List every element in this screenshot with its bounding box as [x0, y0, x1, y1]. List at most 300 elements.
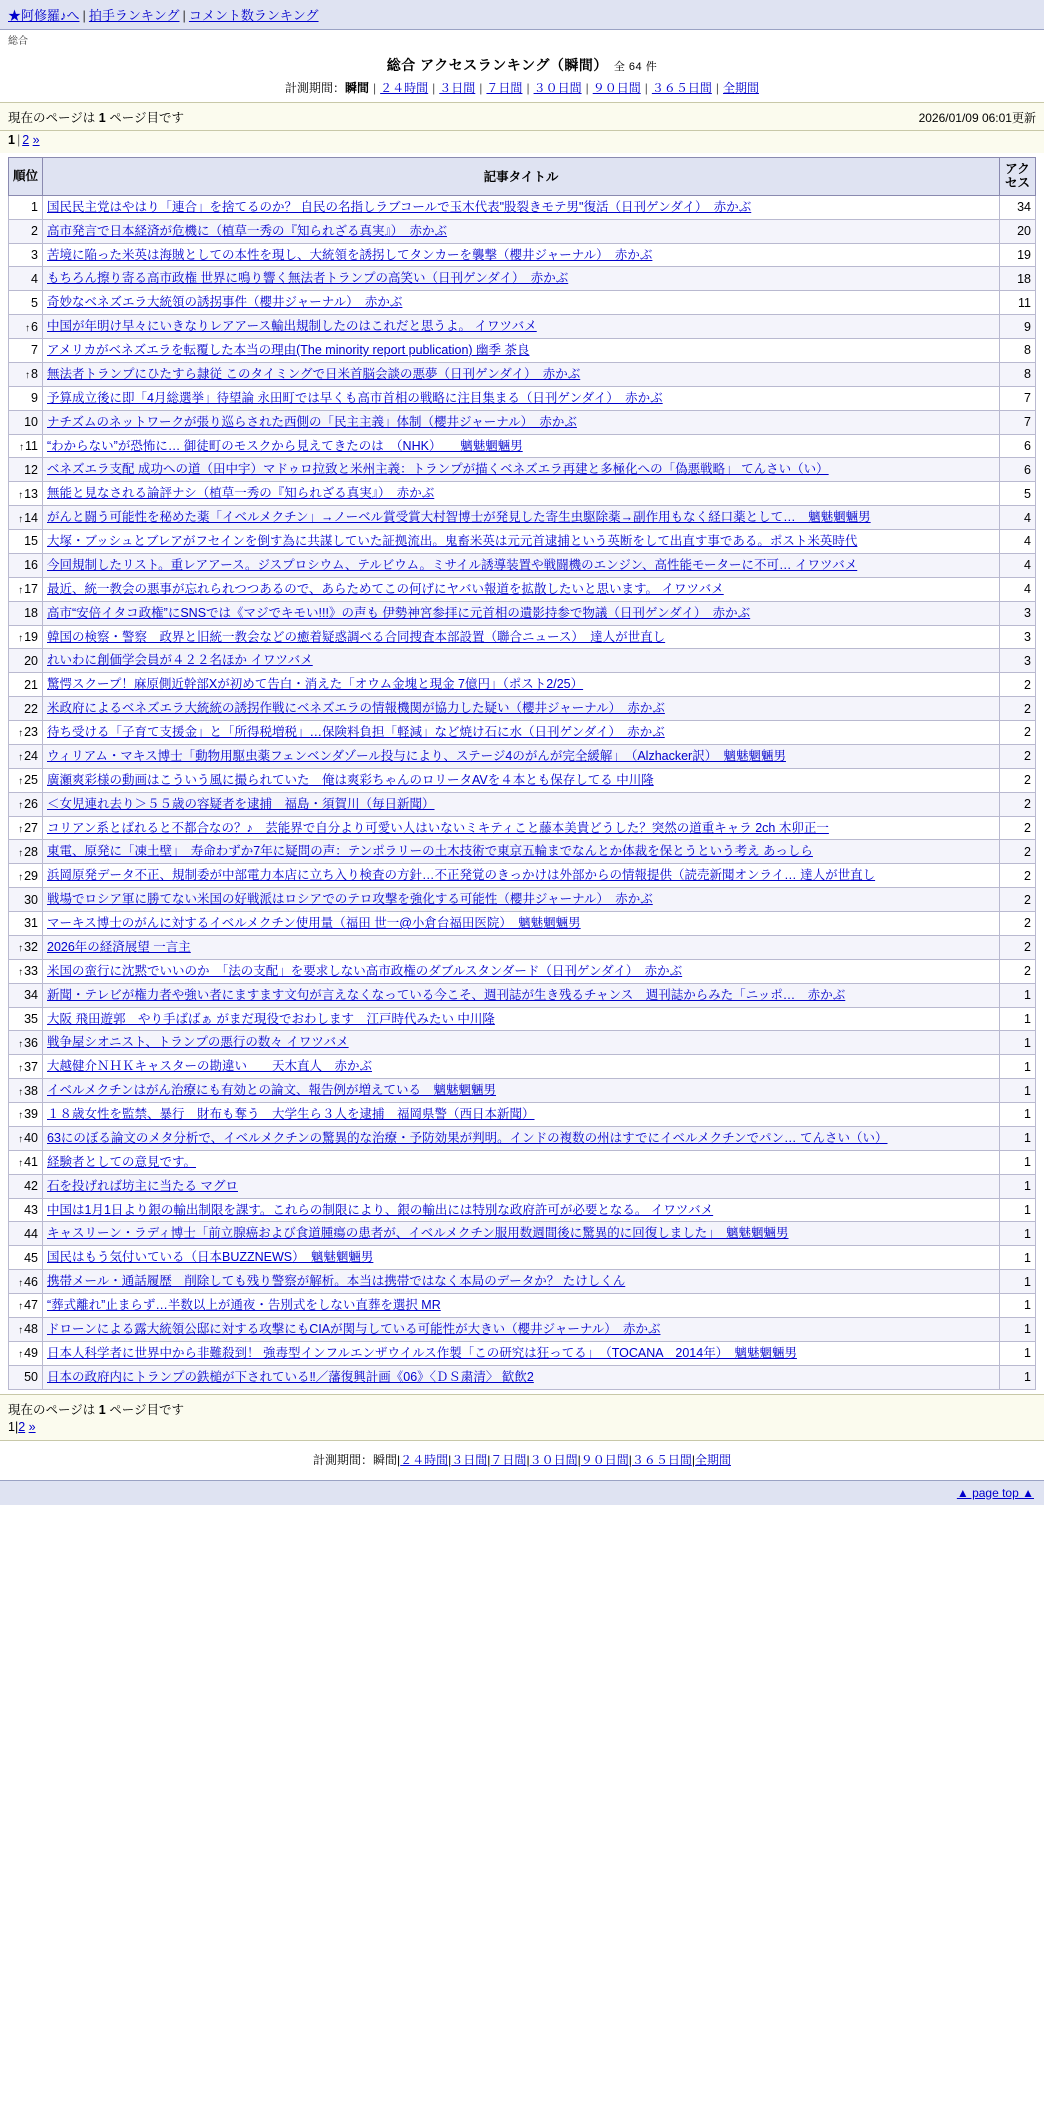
cell-rank [9, 1103, 43, 1127]
rank-number: 50 [24, 1370, 38, 1385]
article-link[interactable]: “わからない”が恐怖に… 御徒町のモスクから見えてきたのは （NHK） 魑魅魍魎男 [47, 438, 523, 453]
rank-number: 26 [24, 797, 38, 812]
table-row [9, 243, 1036, 267]
article-link[interactable]: 新聞・テレビが権力者や強い者にますます文句が言えなくなっている今こそ、週刊誌が生き残るチャンス 週刊誌からみた「ニッポ… 赤かぶ [47, 987, 846, 1002]
article-link[interactable]: 戦争屋シオニスト、トランプの悪行の数々 イワツバメ [47, 1035, 349, 1050]
article-link[interactable]: 中国は1月1日より銀の輸出制限を課す。これらの制限により、銀の輸出には特別な政府許可が必要となる。 イワツバメ [47, 1202, 714, 1217]
cell-access-count: 4 [1000, 553, 1036, 577]
nav-link-home[interactable]: ★阿修羅♪へ [8, 8, 80, 23]
cell-rank [9, 625, 43, 649]
column-header-access: アクセス [1000, 158, 1036, 196]
rank-up-arrow-icon: ↑ [18, 943, 24, 955]
cell-title [43, 912, 1000, 936]
period-bar-b3: | [487, 1452, 491, 1467]
page-bar-bottom: | [14, 1419, 19, 1434]
cell-title [43, 291, 1000, 315]
period-option-90d-bottom[interactable]: ９０日間 [580, 1452, 629, 1467]
pagination-bottom [0, 1420, 1044, 1441]
table-row [9, 744, 1036, 768]
rank-up-arrow-icon: ↑ [18, 1134, 24, 1146]
cell-title [43, 1150, 1000, 1174]
article-link[interactable]: アメリカがベネズエラを転覆した本当の理由(The minority report publication) 幽季 茶良 [47, 343, 530, 357]
article-link[interactable]: 今回規制したリスト。重レアアース。ジスプロシウム、テルビウム。ミサイル誘導装置や戦闘機のエンジン、高性能モーターに不可… イワツバメ [47, 557, 858, 572]
cell-title [43, 1222, 1000, 1246]
table-row [9, 1055, 1036, 1079]
current-page-info [8, 108, 184, 126]
article-link[interactable]: 東電、原発に「凍土壁」 寿命わずか7年に疑問の声：テンポラリーの土木技術で東京五輪までなんとか体裁を保とうという考え あっしら [47, 844, 813, 859]
rank-number: 4 [31, 271, 38, 286]
cell-title [43, 362, 1000, 386]
cell-access-count: 20 [1000, 219, 1036, 243]
period-option-3d-bottom[interactable]: ３日間 [451, 1452, 488, 1467]
article-link[interactable]: 63にのぼる論文のメタ分析で、イベルメクチンの驚異的な治療・予防効果が判明。インドの複数の州はすでにイベルメクチンでパン… てんさい（い） [47, 1130, 888, 1145]
rank-number: 33 [24, 964, 38, 979]
cell-access-count: 2 [1000, 935, 1036, 959]
table-row [9, 721, 1036, 745]
article-link[interactable]: 経験者としての意見です。 [47, 1154, 197, 1169]
cell-title [43, 267, 1000, 291]
rank-number: 12 [24, 462, 38, 477]
cell-access-count: 2 [1000, 912, 1036, 936]
table-row [9, 1341, 1036, 1365]
cell-access-count: 1 [1000, 1007, 1036, 1031]
article-link[interactable]: ドローンによる露大統領公邸に対する攻撃にもCIAが関与している可能性が大きい（櫻井ジャーナル） 赤かぶ [47, 1321, 661, 1336]
article-link[interactable]: もちろん擦り寄る高市政権 世界に鳴り響く無法者トランプの高笑い（日刊ゲンダイ） 赤かぶ [47, 271, 569, 286]
table-row [9, 1198, 1036, 1222]
period-selector-top [0, 77, 1044, 102]
cell-rank [9, 362, 43, 386]
period-bar-t1: | [373, 81, 377, 95]
period-option-all-bottom[interactable]: 全期間 [694, 1452, 731, 1467]
cell-access-count: 1 [1000, 1365, 1036, 1389]
cell-rank [9, 219, 43, 243]
cell-title [43, 482, 1000, 506]
period-label-bottom: 計測期間： [312, 1452, 373, 1467]
table-row [9, 601, 1036, 625]
table-row [9, 1079, 1036, 1103]
period-option-365d-bottom[interactable]: ３６５日間 [631, 1452, 692, 1467]
article-link[interactable]: キャスリーン・ラディ博士「前立腺癌および食道腫瘍の患者が、イベルメクチン服用数週間後に驚異的に回復しました」 魑魅魍魎男 [47, 1226, 789, 1241]
rank-number: 36 [24, 1035, 38, 1050]
table-row [9, 935, 1036, 959]
cell-rank [9, 458, 43, 482]
period-option-90d-top[interactable]: ９０日間 [592, 81, 641, 95]
article-link[interactable]: 米国の蛮行に沈黙でいいのか 「法の支配」を要求しない高市政権のダブルスタンダード（日刊ゲンダイ） 赤かぶ [47, 963, 683, 978]
article-link[interactable]: 韓国の検察・警察 政界と旧統一教会などの癒着疑惑調べる合同捜査本部設置（聯合ニュース） 達人が世直し [47, 629, 666, 644]
cell-access-count: 1 [1000, 1341, 1036, 1365]
rank-number: 49 [24, 1346, 38, 1361]
cell-access-count: 2 [1000, 697, 1036, 721]
rank-up-arrow-icon: ↑ [18, 1158, 24, 1170]
cell-title [43, 434, 1000, 458]
cell-access-count: 7 [1000, 410, 1036, 434]
cell-access-count: 1 [1000, 1222, 1036, 1246]
rank-number: 29 [24, 868, 38, 883]
footer-page-post: ページ目です [109, 1402, 184, 1417]
table-header-row [9, 158, 1036, 196]
page-current-bottom: 1 [8, 1419, 15, 1434]
table-row [9, 1031, 1036, 1055]
rank-number: 15 [24, 534, 38, 549]
period-label-top: 計測期間： [284, 81, 345, 95]
article-link[interactable]: 国民はもう気付いている（日本BUZZNEWS） 魑魅魍魎男 [47, 1250, 374, 1265]
article-link[interactable]: 最近、統一教会の悪事が忘れられつつあるので、あらためてこの何げにヤバい報道を拡散したいと思います。 イワツバメ [47, 581, 724, 596]
cell-access-count: 1 [1000, 1174, 1036, 1198]
page-top-link[interactable]: ▲ page top ▲ [956, 1485, 1034, 1500]
page-next-top[interactable]: » [32, 133, 40, 147]
cell-access-count: 2 [1000, 959, 1036, 983]
cell-access-count: 9 [1000, 315, 1036, 339]
page-link-2-bottom[interactable]: 2 [18, 1419, 26, 1434]
article-link[interactable]: 大阪 飛田遊郭＿やり手ばばぁ がまだ現役でおわします 江戸時代みたい 中川隆 [47, 1011, 495, 1026]
table-row [9, 1246, 1036, 1270]
cell-access-count: 1 [1000, 983, 1036, 1007]
article-link[interactable]: 米政府によるベネズエラ大統統の誘拐作戦にベネズエラの情報機関が協力した疑い（櫻井ジャーナル） 赤かぶ [47, 701, 665, 716]
cell-title [43, 935, 1000, 959]
article-link[interactable]: マーキス博士のがんに対するイベルメクチン使用量（福田 世一@小倉台福田医院） 魑魅魍魎男 [47, 916, 581, 930]
cell-rank [9, 649, 43, 673]
article-link[interactable]: 浜岡原発データ不正、規制委が中部電力本店に立ち入り検査の方針…不正発覚のきっかけは外部からの情報提供（読売新聞オンライ… 達人が世直し [47, 868, 876, 883]
article-link[interactable]: コリアン系とばれると不都合なの？♪ 芸能界で自分より可愛い人はいないミキティこと藤本美貴どうした？突然の道重キャラ 2ch 木卯正一 [47, 820, 829, 835]
rank-number: 41 [24, 1155, 38, 1170]
article-link[interactable]: 日本人科学者に世界中から非難殺到！ 強毒型インフルエンザウイルス作製「この研究は狂ってる」 （TOCANA 2014年） 魑魅魍魎男 [47, 1345, 797, 1360]
cell-title [43, 339, 1000, 363]
cell-title [43, 506, 1000, 530]
table-row [9, 458, 1036, 482]
table-row [9, 1270, 1036, 1294]
table-row [9, 649, 1036, 673]
period-current-top: 瞬間 [345, 81, 370, 95]
table-row [9, 912, 1036, 936]
period-bar-t4: | [526, 81, 530, 95]
article-link[interactable]: 2026年の経済展望 一言主 [47, 939, 191, 954]
period-bar-b4: | [526, 1452, 530, 1467]
cell-access-count: 7 [1000, 386, 1036, 410]
rank-up-arrow-icon: ↑ [18, 776, 24, 788]
article-link[interactable]: “葬式離れ”止まらず…半数以上が通夜・告別式をしない直葬を選択 MR [47, 1298, 441, 1312]
cell-access-count: 2 [1000, 792, 1036, 816]
cell-access-count: 1 [1000, 1055, 1036, 1079]
cell-rank [9, 1222, 43, 1246]
cell-access-count: 1 [1000, 1317, 1036, 1341]
period-option-24h-bottom[interactable]: ２４時間 [400, 1452, 449, 1467]
period-bar-b7: | [691, 1452, 695, 1467]
period-option-all-top[interactable]: 全期間 [722, 81, 759, 95]
article-link[interactable]: れいわに創価学会員が４２２名ほか イワツバメ [47, 653, 313, 668]
cell-title [43, 530, 1000, 554]
top-navigation-bar [0, 0, 1044, 30]
cell-access-count: 1 [1000, 1198, 1036, 1222]
cell-rank [9, 339, 43, 363]
period-current-bottom: 瞬間 [373, 1452, 398, 1467]
table-row [9, 219, 1036, 243]
rank-number: 13 [24, 486, 38, 501]
cell-access-count: 1 [1000, 1079, 1036, 1103]
rank-number: 24 [24, 749, 38, 764]
nav-link-comment-ranking[interactable]: コメント数ランキング [188, 8, 319, 23]
cell-rank [9, 1198, 43, 1222]
cell-rank [9, 912, 43, 936]
period-option-7d-bottom[interactable]: ７日間 [490, 1452, 527, 1467]
article-link[interactable]: 無能と見なされる論評ナシ（植草一秀の『知られざる真実』） 赤かぶ [47, 486, 435, 501]
rank-number: 30 [24, 892, 38, 907]
rank-number: 32 [24, 940, 38, 955]
cell-access-count: 2 [1000, 721, 1036, 745]
article-link[interactable]: 待ち受ける「子育て支援金」と「所得税増税」…保険料負担「軽減」など焼け石に水（日刊ゲンダイ） 赤かぶ [47, 725, 665, 739]
rank-number: 45 [24, 1250, 38, 1265]
article-link[interactable]: 石を投げれば坊主に当たる マグロ [47, 1178, 238, 1193]
breadcrumb: 総合 [8, 36, 28, 47]
cell-access-count: 2 [1000, 816, 1036, 840]
cell-title [43, 315, 1000, 339]
pagination-top [0, 131, 1044, 153]
cell-rank [9, 553, 43, 577]
article-link[interactable]: 大越健介ＮＨＫキャスターの勘違い 天木直人 赤かぶ [47, 1059, 373, 1074]
article-link[interactable]: 奇妙なベネズエラ大統領の誘拐事件（櫻井ジャーナル） 赤かぶ [47, 295, 403, 310]
rank-number: 21 [24, 677, 38, 692]
rank-up-arrow-icon: ↑ [18, 1038, 24, 1050]
table-row [9, 362, 1036, 386]
cell-title [43, 410, 1000, 434]
rank-up-arrow-icon: ↑ [18, 513, 24, 525]
article-link[interactable]: ウィリアム・マキス博士「動物用駆虫薬フェンベンダゾール投与により、ステージ4のがんが完全緩解」 （Alzhacker訳） 魑魅魍魎男 [47, 748, 786, 763]
cell-access-count: 6 [1000, 434, 1036, 458]
cell-access-count: 3 [1000, 625, 1036, 649]
rank-up-arrow-icon: ↑ [18, 1086, 24, 1098]
article-link[interactable]: １８歳女性を監禁、暴行 財布も奪う 大学生ら３人を逮捕 福岡県警（西日本新聞） [47, 1107, 535, 1121]
cell-title [43, 721, 1000, 745]
cell-access-count: 1 [1000, 1031, 1036, 1055]
cell-rank [9, 482, 43, 506]
page-link-2-top[interactable]: 2 [22, 133, 30, 147]
period-option-24h-top[interactable]: ２４時間 [380, 81, 429, 95]
cell-title [43, 1365, 1000, 1389]
period-bar-b2: | [448, 1452, 452, 1467]
period-bar-b5: | [577, 1452, 581, 1467]
page-next-bottom[interactable]: » [28, 1419, 36, 1434]
rank-number: 23 [24, 725, 38, 740]
rank-number: 11 [25, 438, 38, 453]
article-link[interactable]: 廣瀬爽彩様の動画はこういう風に撮られていた＿俺は爽彩ちゃんのロリータAVを４本とも保存してる 中川隆 [47, 772, 654, 787]
cell-rank [9, 1007, 43, 1031]
rank-number: 35 [24, 1011, 38, 1026]
cell-rank [9, 386, 43, 410]
article-link[interactable]: ナチズムのネットワークが張り巡らされた西側の「民主主義」体制（櫻井ジャーナル） 赤かぶ [47, 414, 577, 429]
cell-rank [9, 1126, 43, 1150]
cell-rank [9, 267, 43, 291]
table-row [9, 530, 1036, 554]
cell-rank [9, 1317, 43, 1341]
period-option-7d-top[interactable]: ７日間 [486, 81, 523, 95]
period-option-365d-top[interactable]: ３６５日間 [651, 81, 712, 95]
footer-page-pre: 現在のページは [8, 1402, 96, 1417]
current-page-pre: 現在のページは [8, 111, 96, 125]
cell-title [43, 744, 1000, 768]
rank-number: 42 [24, 1179, 38, 1194]
total-count: 全 64 件 [613, 61, 658, 73]
cell-rank [9, 1055, 43, 1079]
cell-access-count: 2 [1000, 673, 1036, 697]
cell-title [43, 195, 1000, 219]
cell-title [43, 1341, 1000, 1365]
cell-access-count: 4 [1000, 530, 1036, 554]
rank-up-arrow-icon: ↑ [18, 1110, 24, 1122]
cell-rank [9, 1079, 43, 1103]
cell-title [43, 1055, 1000, 1079]
rank-number: 47 [24, 1298, 38, 1313]
article-link[interactable]: 国民民主党はやはり「連合」を捨てるのか？ 自民の名指しラブコールで玉木代表"股裂きモテ男"復活（日刊ゲンダイ） 赤かぶ [47, 199, 752, 214]
table-row [9, 339, 1036, 363]
cell-rank [9, 1174, 43, 1198]
cell-access-count: 1 [1000, 1103, 1036, 1127]
cell-rank [9, 721, 43, 745]
article-link[interactable]: ベネズエラ支配 成功への道（田中宇）マドゥロ拉致と米州主義：トランプが描くベネズエラ再建と多極化への「偽悪戦略」 てんさい（い） [47, 462, 829, 477]
rank-number: 43 [24, 1202, 38, 1217]
rank-number: 3 [31, 247, 38, 262]
rank-up-arrow-icon: ↑ [19, 441, 25, 453]
cell-access-count: 19 [1000, 243, 1036, 267]
rank-number: 38 [24, 1083, 38, 1098]
page-title-text: 総合 アクセスランキング（瞬間） [386, 57, 608, 73]
cell-access-count: 8 [1000, 339, 1036, 363]
table-row [9, 1007, 1036, 1031]
period-bar-t5: | [585, 81, 589, 95]
cell-rank [9, 768, 43, 792]
rank-number: 28 [24, 844, 38, 859]
nav-link-clap-ranking[interactable]: 拍手ランキング [88, 8, 180, 23]
rank-number: 8 [31, 367, 38, 382]
cell-title [43, 864, 1000, 888]
table-row [9, 983, 1036, 1007]
period-bar-b6: | [628, 1452, 632, 1467]
rank-up-arrow-icon: ↑ [18, 967, 24, 979]
article-link[interactable]: 苦境に陥った米英は海賊としての本性を現し、大統領を誘拐してタンカーを襲撃（櫻井ジャーナル） 赤かぶ [47, 247, 653, 262]
article-link[interactable]: 戦場でロシア軍に勝てない米国の好戦派はロシアでのテロ攻撃を強化する可能性（櫻井ジャーナル） 赤かぶ [47, 892, 653, 907]
page-top-bar [0, 1480, 1044, 1505]
cell-rank [9, 935, 43, 959]
rank-number: 5 [31, 295, 38, 310]
cell-rank [9, 673, 43, 697]
rank-up-arrow-icon: ↑ [18, 1062, 24, 1074]
cell-title [43, 840, 1000, 864]
rank-number: 9 [31, 391, 38, 406]
cell-rank [9, 434, 43, 458]
period-option-30d-top[interactable]: ３０日間 [533, 81, 582, 95]
cell-access-count: 8 [1000, 362, 1036, 386]
cell-rank [9, 195, 43, 219]
table-row [9, 1222, 1036, 1246]
table-row [9, 434, 1036, 458]
article-link[interactable]: 中国が年明け早々にいきなりレアアース輸出規制したのはこれだと思うよ。 イワツバメ [47, 319, 537, 334]
table-row [9, 386, 1036, 410]
article-link[interactable]: 高市“安倍イタコ政権”にSNSでは《マジでキモい!!!》の声も 伊勢神宮参拝に元首相の遺影持参で物議（日刊ゲンダイ） 赤かぶ [47, 605, 751, 620]
table-row [9, 1126, 1036, 1150]
table-row [9, 1294, 1036, 1318]
article-link[interactable]: 高市発言で日本経済が危機に（植草一秀の『知られざる真実』） 赤かぶ [47, 223, 448, 238]
article-link[interactable]: 無法者トランプにひたすら隷従 このタイミングで日米首脳会談の悪夢（日刊ゲンダイ） 赤かぶ [47, 366, 581, 381]
cell-title [43, 1246, 1000, 1270]
article-link[interactable]: 携帯メール・通話履歴 削除しても残り警察が解析。本当は携帯ではなく本局のデータか？ たけしくん [47, 1274, 626, 1289]
rank-number: 1 [31, 200, 38, 215]
cell-rank [9, 1341, 43, 1365]
cell-access-count: 5 [1000, 482, 1036, 506]
cell-rank [9, 291, 43, 315]
rank-number: 25 [24, 773, 38, 788]
cell-access-count: 11 [1000, 291, 1036, 315]
footer-page-number: 1 [98, 1402, 106, 1417]
article-link[interactable]: 驚愕スクープ！麻原側近幹部Xが初めて告白・消えた「オウム金塊と現金 7億円」（ポスト2/25） [47, 677, 584, 692]
cell-rank [9, 530, 43, 554]
article-link[interactable]: がんと闘う可能性を秘めた薬「イベルメクチン」→ノーベル賞受賞大村智博士が発見した寄生虫駆除薬→副作用もなく経口薬として… 魑魅魍魎男 [47, 510, 871, 525]
cell-title [43, 768, 1000, 792]
rank-number: 7 [31, 343, 38, 358]
rank-number: 39 [24, 1107, 38, 1122]
period-option-3d-top[interactable]: ３日間 [439, 81, 476, 95]
cell-access-count: 18 [1000, 267, 1036, 291]
table-row [9, 291, 1036, 315]
cell-title [43, 1007, 1000, 1031]
cell-title [43, 673, 1000, 697]
rank-number: 18 [24, 606, 38, 621]
cell-title [43, 888, 1000, 912]
cell-rank [9, 577, 43, 601]
cell-rank [9, 816, 43, 840]
period-option-30d-bottom[interactable]: ３０日間 [529, 1452, 578, 1467]
page-current-top: 1 [8, 133, 15, 147]
rank-number: 31 [24, 916, 38, 931]
article-link[interactable]: ＜女児連れ去り＞５５歳の容疑者を逮捕 福島・須賀川（毎日新聞） [47, 796, 435, 811]
column-header-rank: 順位 [9, 158, 43, 196]
current-page-post: ページ目です [109, 111, 184, 125]
cell-access-count: 3 [1000, 601, 1036, 625]
rank-number: 10 [24, 415, 38, 430]
cell-rank [9, 959, 43, 983]
rank-number: 14 [24, 510, 38, 525]
rank-up-arrow-icon: ↑ [18, 752, 24, 764]
cell-rank [9, 888, 43, 912]
cell-title [43, 1294, 1000, 1318]
rank-up-arrow-icon: ↑ [18, 800, 24, 812]
table-row [9, 1174, 1036, 1198]
cell-rank [9, 840, 43, 864]
cell-rank [9, 983, 43, 1007]
table-row [9, 1103, 1036, 1127]
table-row [9, 792, 1036, 816]
rank-up-arrow-icon: ↑ [18, 585, 24, 597]
cell-access-count: 4 [1000, 506, 1036, 530]
table-row [9, 697, 1036, 721]
cell-rank [9, 243, 43, 267]
ranking-table [8, 157, 1036, 1390]
period-bar-b1: | [397, 1452, 401, 1467]
cell-rank [9, 315, 43, 339]
rank-number: 27 [24, 820, 38, 835]
article-link[interactable]: 予算成立後に即「4月総選挙」待望論 永田町では早くも高市首相の戦略に注目集まる（日刊ゲンダイ） 赤かぶ [47, 390, 663, 405]
cell-access-count: 2 [1000, 744, 1036, 768]
table-row [9, 410, 1036, 434]
cell-title [43, 649, 1000, 673]
cell-access-count: 1 [1000, 1270, 1036, 1294]
table-row [9, 959, 1036, 983]
table-row [9, 1150, 1036, 1174]
rank-up-arrow-icon: ↑ [18, 823, 24, 835]
article-link[interactable]: 大塚・ブッシュとブレアがフセインを倒す為に共謀していた証拠流出。鬼畜米英は元元首逮捕という英断をして出直す事である。ポスト米英時代 [47, 534, 858, 548]
article-link[interactable]: 日本の政府内にトランプの鉄槌が下されている‼︎／藩復興計画《06》〈ＤＳ粛清〉 歓飲2 [47, 1369, 534, 1384]
article-link[interactable]: イベルメクチンはがん治療にも有効との論文、報告例が増えている 魑魅魍魎男 [47, 1083, 497, 1098]
cell-access-count: 34 [1000, 195, 1036, 219]
table-row [9, 506, 1036, 530]
page-title [0, 51, 1044, 77]
